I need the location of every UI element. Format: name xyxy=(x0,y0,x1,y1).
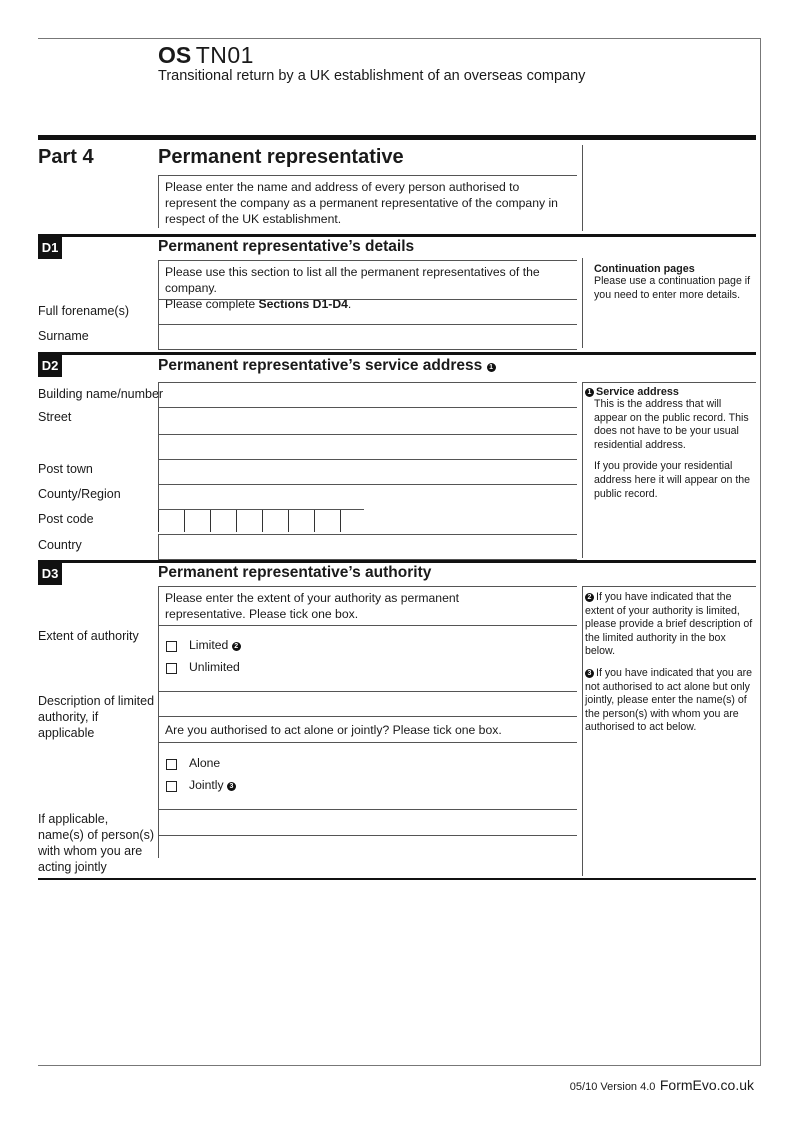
d2-title: Permanent representative’s service address xyxy=(158,357,483,374)
part-label: Part 4 xyxy=(38,146,94,168)
note-2-text: If you have indicated that the extent of your authority is limited, please provide a brief description of the limited authority in the box below. xyxy=(585,591,753,658)
footer xyxy=(570,1077,754,1095)
post-town-field[interactable] xyxy=(158,459,577,484)
limited-option xyxy=(189,637,243,653)
note-3 xyxy=(585,667,755,735)
forenames-field[interactable] xyxy=(158,299,577,324)
note-3-num: 3 xyxy=(585,669,594,678)
d2-title-wrap xyxy=(158,357,498,375)
d1-instruction-box xyxy=(158,260,577,311)
d2-side-divider xyxy=(582,382,583,558)
d1-instruction-1: Please use this section to list all the permanent representatives of the company. xyxy=(165,265,540,295)
county-field[interactable] xyxy=(158,484,577,509)
service-address-heading xyxy=(585,386,753,398)
d1-side-note xyxy=(594,263,754,302)
post-code-box xyxy=(262,510,285,532)
unlimited-checkbox[interactable] xyxy=(166,663,177,674)
names-label: If applicable, name(s) of person(s) with whom you are acting jointly xyxy=(38,812,155,874)
d2-side-note xyxy=(585,386,753,501)
d3-title: Permanent representative’s authority xyxy=(158,564,432,581)
post-code-box xyxy=(210,510,233,532)
d2-badge: D2 xyxy=(38,355,62,377)
right-edge-rule xyxy=(760,38,761,1066)
alone-question: Are you authorised to act alone or jointly? Please tick one box. xyxy=(165,723,502,737)
service-address-text-2: If you provide your residential address here it will appear on the public record. xyxy=(594,460,751,500)
note-2-num: 2 xyxy=(585,593,594,602)
d2-rule xyxy=(38,352,756,355)
d3-instruction: Please enter the extent of your authority as permanent representative. Please tick one box. xyxy=(165,591,460,621)
d1-badge: D1 xyxy=(38,237,62,259)
d2-side-rule xyxy=(582,382,756,383)
post-town-label: Post town xyxy=(38,462,93,476)
jointly-option xyxy=(189,777,238,793)
limited-label: Limited xyxy=(189,638,229,652)
post-code-box xyxy=(184,510,207,532)
names-field-1[interactable] xyxy=(158,809,577,835)
post-code-label: Post code xyxy=(38,512,94,526)
d3-instruction-box xyxy=(158,586,577,625)
surname-field[interactable] xyxy=(158,324,577,350)
bottom-rule xyxy=(38,1065,760,1066)
d1-title: Permanent representative’s details xyxy=(158,238,415,255)
names-field-2[interactable] xyxy=(158,835,577,858)
country-field[interactable] xyxy=(158,534,577,560)
service-address-text-1: This is the address that will appear on the public record. This does not have to be your usual residential address. xyxy=(594,398,749,451)
continuation-heading: Continuation pages xyxy=(594,263,695,275)
form-code: OS xyxy=(158,42,192,68)
forenames-label: Full forename(s) xyxy=(38,304,129,318)
d1-instruction-2: Please complete Sections D1-D4. xyxy=(165,297,352,311)
alone-jointly-box xyxy=(158,742,577,809)
post-code-box xyxy=(288,510,311,532)
d3-side-divider xyxy=(582,586,583,876)
building-field[interactable] xyxy=(158,382,577,407)
continuation-text: Please use a continuation page if you need to enter more details. xyxy=(594,275,751,301)
surname-label: Surname xyxy=(38,329,89,343)
post-code-box xyxy=(236,510,259,532)
post-code-field[interactable] xyxy=(158,509,364,532)
street-field-1[interactable] xyxy=(158,407,577,434)
note-2 xyxy=(585,591,755,659)
form-heading xyxy=(158,42,254,69)
alone-question-box xyxy=(158,716,577,742)
limited-checkbox[interactable] xyxy=(166,641,177,652)
jointly-note: 3 xyxy=(227,782,236,791)
alone-checkbox[interactable] xyxy=(166,759,177,770)
country-label: Country xyxy=(38,538,82,552)
extent-label: Extent of authority xyxy=(38,629,139,643)
jointly-checkbox[interactable] xyxy=(166,781,177,792)
part-rule xyxy=(38,135,756,140)
street-label: Street xyxy=(38,410,72,424)
service-address-heading-text: Service address xyxy=(596,386,679,398)
d3-badge: D3 xyxy=(38,563,62,585)
post-code-box xyxy=(314,510,337,532)
footer-brand: FormEvo.co.uk xyxy=(659,1077,754,1093)
d1-rule xyxy=(38,234,756,237)
top-rule xyxy=(38,38,760,39)
county-label: County/Region xyxy=(38,487,121,501)
d3-side-notes xyxy=(585,591,755,735)
part-title-divider xyxy=(582,145,583,231)
jointly-label: Jointly xyxy=(189,778,224,792)
alone-label: Alone xyxy=(189,756,221,770)
street-field-2[interactable] xyxy=(158,434,577,459)
part-intro-box xyxy=(158,175,577,228)
unlimited-label: Unlimited xyxy=(189,660,240,674)
post-code-box xyxy=(158,510,181,532)
service-address-note-num: 1 xyxy=(585,388,594,397)
form-number: TN01 xyxy=(195,42,254,68)
building-label: Building name/number xyxy=(38,387,164,401)
part-title: Permanent representative xyxy=(158,146,404,168)
d2-title-note: 1 xyxy=(487,363,496,372)
footer-version: 05/10 Version 4.0 xyxy=(569,1081,656,1093)
d3-end-rule xyxy=(38,878,756,880)
post-code-box xyxy=(340,510,363,532)
limited-note: 2 xyxy=(232,642,241,651)
part-intro-text: Please enter the name and address of every person authorised to represent the company as a permanent representative of the company in respect of the UK establishment. xyxy=(165,180,558,226)
d3-rule xyxy=(38,560,756,563)
description-label: Description of limited authority, if applicable xyxy=(38,694,155,740)
form-subtitle: Transitional return by a UK establishment of an overseas company xyxy=(158,68,586,84)
note-3-text: If you have indicated that you are not authorised to act alone but only jointly, please enter the name(s) of the person(s) with whom you are authorised to act below. xyxy=(585,666,753,734)
description-field[interactable] xyxy=(158,691,577,717)
d1-side-divider xyxy=(582,258,583,348)
d3-side-rule xyxy=(582,586,756,587)
